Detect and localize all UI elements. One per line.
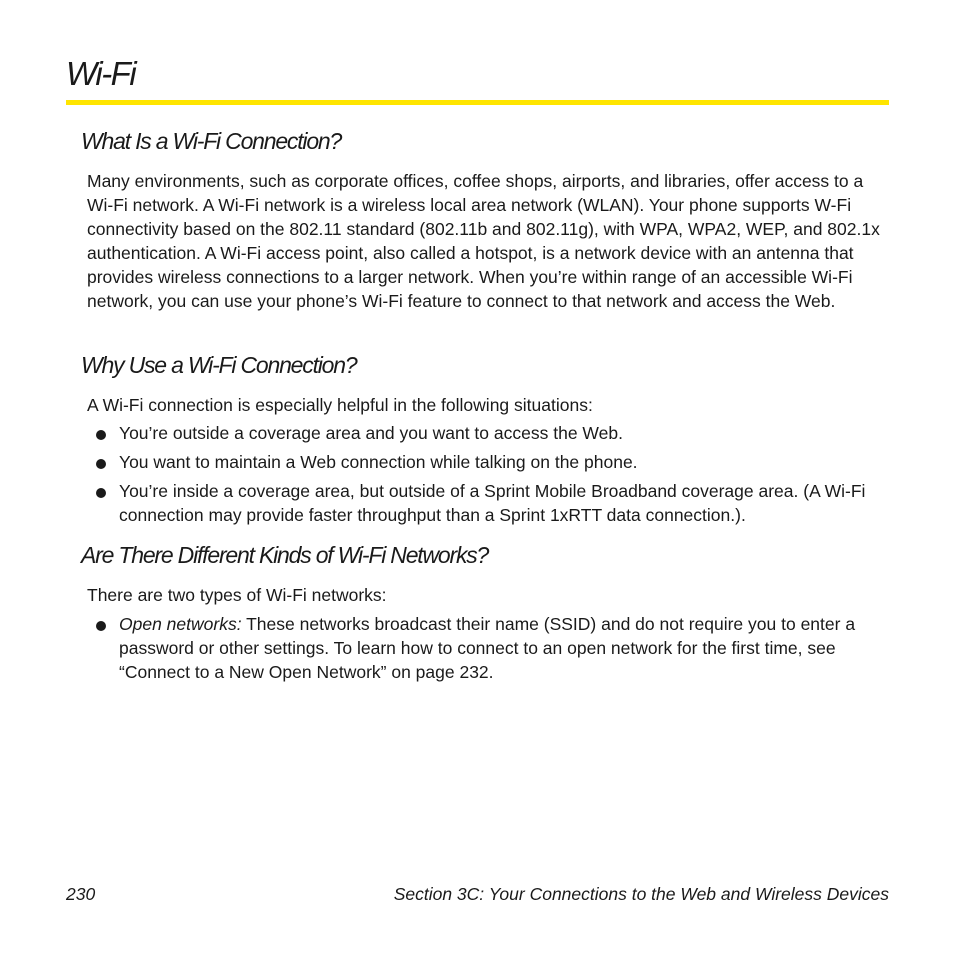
list-item <box>87 421 897 445</box>
bullet-icon <box>96 621 106 631</box>
title-rule <box>66 100 889 105</box>
list-item <box>87 450 897 474</box>
bullet-list-why-use <box>87 421 897 532</box>
list-item-text: You’re inside a coverage area, but outside of a Sprint Mobile Broadband coverage area. (A Wi-Fi connection may provide faster throughput than a Sprint 1xRTT data connection.). <box>119 481 866 525</box>
bullet-icon <box>96 430 106 440</box>
section-heading-what-is: What Is a Wi-Fi Connection? <box>81 128 342 154</box>
section-heading-why-use: Why Use a Wi-Fi Connection? <box>81 352 357 378</box>
section-paragraph-what-is: Many environments, such as corporate offices, coffee shops, airports, and libraries, offer access to a Wi-Fi network. A Wi-Fi network is a wireless local area network (WLAN). Your phone supports W-Fi connectivity based on the 802.11 standard (802.11b and 802.11g), with WPA, WPA2, WEP, and 802.1x authentication. A Wi-Fi access point, also called a hotspot, is a network device with an antenna that provides wireless connections to a larger network. When you’re within range of an accessible Wi-Fi network, you can use your phone’s Wi-Fi feature to connect to that network and access the Web. <box>87 171 880 311</box>
list-item-text: These networks broadcast their name (SSID) and do not require you to enter a password or other settings. To learn how to connect to an open network for the first time, see “Connect to a New Open Network” on page 232. <box>119 614 856 682</box>
bullet-icon <box>96 488 106 498</box>
footer-section-title: Section 3C: Your Connections to the Web and Wireless Devices <box>393 884 889 904</box>
list-item-text: You’re outside a coverage area and you want to access the Web. <box>119 423 623 443</box>
bullet-icon <box>96 459 106 469</box>
bullet-list-kinds <box>87 612 897 689</box>
section-paragraph-why-use: A Wi-Fi connection is especially helpful in the following situations: <box>87 395 593 415</box>
list-item <box>87 479 897 527</box>
list-item-term: Open networks: <box>119 614 242 634</box>
page-number: 230 <box>66 884 96 904</box>
list-item-text: You want to maintain a Web connection while talking on the phone. <box>119 452 638 472</box>
page-title: Wi-Fi <box>66 55 136 92</box>
section-paragraph-kinds: There are two types of Wi-Fi networks: <box>87 585 387 605</box>
section-heading-kinds: Are There Different Kinds of Wi-Fi Networks? <box>81 542 489 568</box>
list-item <box>87 612 897 684</box>
